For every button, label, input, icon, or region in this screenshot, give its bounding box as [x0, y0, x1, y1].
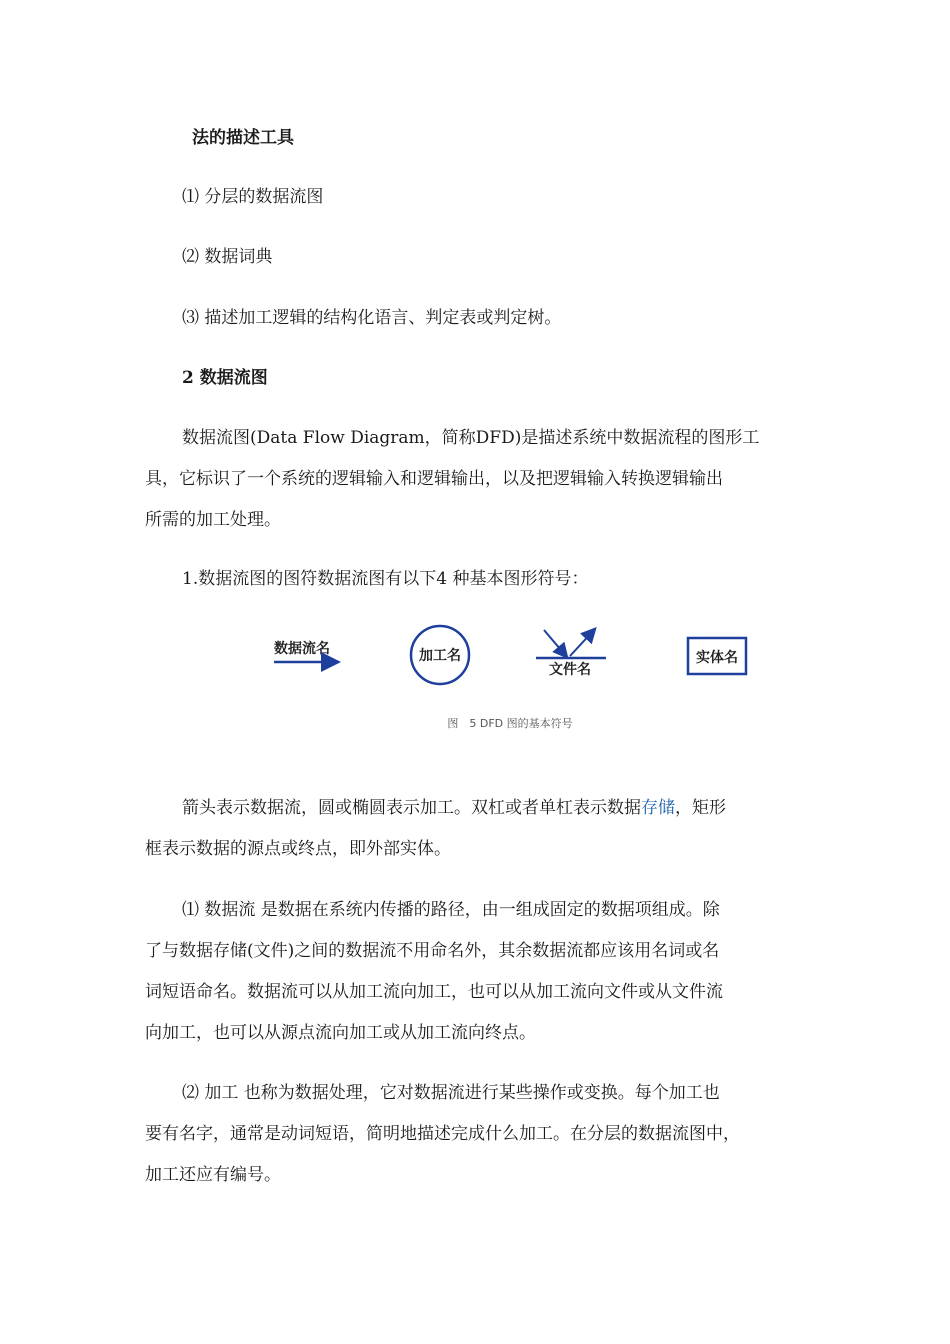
file-label: 文件名 — [549, 662, 591, 678]
intro-paragraph: 数据流图(Data Flow Diagram，简称DFD)是描述系统中数据流程的图形工 具，它标识了一个系统的逻辑输入和逻辑输出，以及把逻辑输入转换逻辑输出 所需的加工处理。 — [145, 428, 760, 530]
list-item: ⑵ 数据词典 — [182, 247, 273, 267]
desc-paragraph: 箭头表示数据流，圆或椭圆表示加工。双杠或者单杠表示数据存储，矩形 框表示数据的源点或终点，即外部实体。 — [145, 798, 726, 859]
list-item: ⑶ 描述加工逻辑的结构化语言、判定表或判定树。 — [182, 308, 562, 328]
section-heading: 法的描述工具 — [192, 128, 294, 148]
arrow-out-icon — [570, 630, 594, 656]
entity-label: 实体名 — [696, 650, 738, 666]
dfd-symbols-svg — [260, 620, 760, 710]
process-symbol — [411, 626, 469, 684]
figure-caption: 图 5 DFD 图的基本符号 — [447, 717, 573, 730]
process-label: 加工名 — [419, 648, 461, 664]
data-flow-paragraph: ⑴ 数据流 是数据在系统内传播的路径，由一组成固定的数据项组成。除 了与数据存储(文件)之间的数据流不用命名外，其余数据流都应该用名词或名 词短语命名。数据流可以从加工流向加工，也可以从加工流向文件或从文件流 向加工，也可以从源点流向加工或从加工流向终点。 — [145, 900, 723, 1043]
data-flow-label: 数据流名 — [274, 641, 330, 657]
symbols-intro: 1.数据流图的图符数据流图有以下4 种基本图形符号： — [182, 569, 589, 589]
entity-symbol — [688, 638, 746, 674]
dfd-symbols-figure — [260, 620, 760, 730]
storage-link[interactable]: 存储 — [641, 798, 675, 818]
file-store-symbol — [536, 630, 606, 678]
list-item: ⑴ 分层的数据流图 — [182, 187, 324, 207]
arrow-in-icon — [544, 630, 566, 656]
section-heading: 2 数据流图 — [182, 368, 268, 388]
process-paragraph: ⑵ 加工 也称为数据处理，它对数据流进行某些操作或变换。每个加工也 要有名字，通常是动词短语，简明地描述完成什么加工。在分层的数据流图中， 加工还应有编号。 — [145, 1083, 740, 1185]
data-flow-symbol — [274, 640, 336, 662]
